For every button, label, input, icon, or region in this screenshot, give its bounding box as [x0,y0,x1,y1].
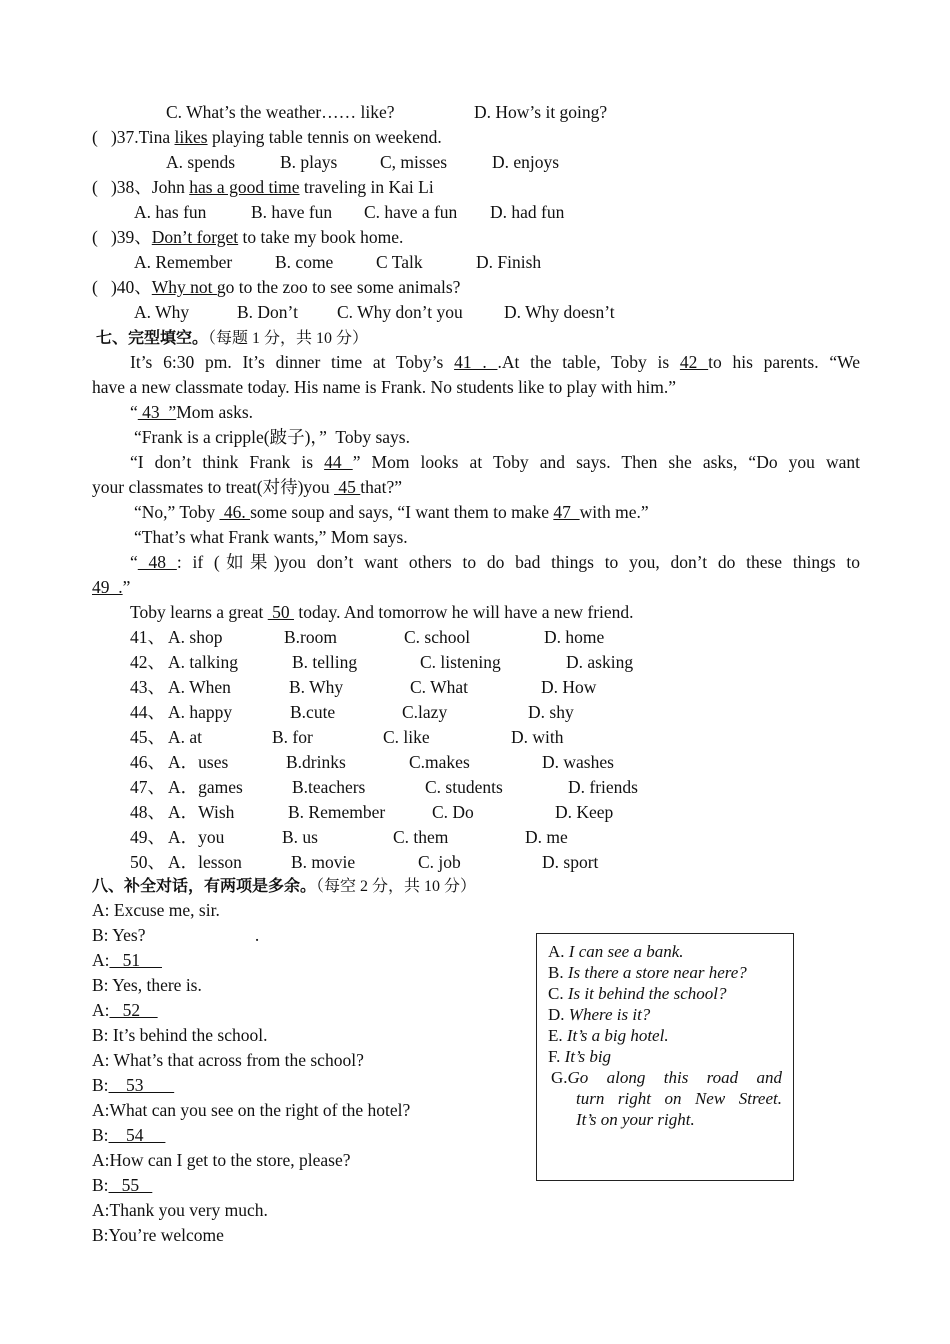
dialogue-line [92,999,158,1021]
option-c: C. students [425,777,503,797]
choice-key: F. [548,1047,565,1066]
blank-45: 45 [334,477,361,497]
question-text: go to the zoo to see some animals? [216,277,461,297]
q36-option-c: C. What’s the weather…… like? [166,102,395,122]
question-number: 37. [116,127,139,147]
speaker: B: [92,1125,109,1145]
question-37 [92,126,442,148]
passage-text: ” Mom looks at Toby and says. Then she asks, “Do you want [352,452,861,472]
blank-54: 54 [108,1125,166,1145]
choice-key: B. [548,963,568,982]
passage-text: It’s 6:30 pm. It’s dinner time at Toby’s [130,352,455,372]
choice-g-line2: turn right on New Street. [576,1089,782,1108]
option-b: B.cute [290,702,336,722]
option-a: A. When [168,677,231,697]
option-number: 42、 [130,652,165,672]
option-a: A. Remember [134,252,233,272]
option-a: A. Why [134,302,190,322]
option-d: D. with [511,727,564,747]
quote-mark: “ [130,552,138,572]
passage-text: some soup and says, “I want them to make [250,502,554,522]
passage-text: .At the table, Toby is [497,352,680,372]
choice-key: D. [548,1005,569,1024]
option-a: A．uses [168,752,229,772]
dialogue-line: A:What can you see on the right of the hotel? [92,1100,411,1120]
dialogue-line: A: Excuse me, sir. [92,900,220,920]
option-b: B.drinks [286,752,346,772]
passage-text: “I don’t think Frank is [130,452,325,472]
option-a: A．games [168,777,243,797]
option-a: A．lesson [168,852,242,872]
option-d: D. friends [568,777,638,797]
dialogue-line: B:You’re welcome [92,1225,224,1245]
option-c: C. Do [432,802,474,822]
passage-line: “That’s what Frank wants,” Mom says. [134,527,408,547]
option-c: C. like [383,727,430,747]
option-d: D. How [541,677,597,697]
passage-text: Toby learns a great [130,602,268,622]
option-d: D. Keep [555,802,614,822]
choice-text: Is it behind the school? [567,984,727,1003]
answer-paren: ( ) [92,227,117,247]
choice-d [548,1004,650,1025]
choice-text: Go along this road and [567,1068,782,1087]
option-c: C. job [418,852,461,872]
choice-text: It’s a big hotel. [566,1026,669,1045]
option-b: B. Remember [288,802,386,822]
option-b: B. us [282,827,318,847]
question-38 [92,176,434,198]
section-title: 八、补全对话，有两项是多余。 [92,876,317,895]
option-c: C Talk [376,252,423,272]
question-40 [92,276,460,298]
blank-53: 53 [108,1075,175,1095]
section-note: （每题 1 分，共 10 分） [208,330,369,347]
option-number: 49、 [130,827,165,847]
option-a: A. has fun [134,202,207,222]
option-b: B. have fun [251,202,333,222]
underlined-phrase: likes [174,127,208,147]
option-c: C. Why don’t you [337,302,463,322]
option-b: B. come [275,252,334,272]
option-number: 44、 [130,702,165,722]
choice-key: C. [548,984,568,1003]
blank-44: 44 [324,452,353,472]
choice-g-line3: It’s on your right. [576,1110,695,1129]
question-number: 39、 [116,227,152,247]
option-b: B.room [284,627,337,647]
blank-47: 47 [553,502,580,522]
q36-option-d: D. How’s it going? [474,102,608,122]
choice-f [548,1046,611,1067]
underlined-phrase: Don’t forget [151,227,239,247]
question-text: playing table tennis on weekend. [207,127,442,147]
dialogue-line: B: Yes, there is. [92,975,202,995]
passage-text: today. And tomorrow he will have a new friend. [294,602,634,622]
blank-48: 48 [137,552,177,572]
option-d: D. had fun [490,202,565,222]
dialogue-line: A: What’s that across from the school? [92,1050,364,1070]
speaker: B: [92,1175,109,1195]
blank-42: 42 [679,352,709,372]
dialogue-line [92,1124,165,1146]
option-c: C. have a fun [364,202,458,222]
passage-text: that?” [360,477,403,497]
option-c: C.makes [409,752,470,772]
option-a: A. happy [168,702,233,722]
option-d: D. Finish [476,252,542,272]
blank-55: 55 [108,1175,153,1195]
passage-line: have a new classmate today. His name is Frank. No students like to play with him.” [92,377,677,397]
section-8-heading [92,874,476,898]
choice-key: G. [551,1068,568,1087]
question-number: 40、 [116,277,152,297]
option-b: B. movie [291,852,356,872]
option-number: 48、 [130,802,165,822]
choice-a [548,941,684,962]
passage-line [134,501,649,523]
option-number: 46、 [130,752,165,772]
answer-paren: ( ) [92,177,117,197]
option-c: C. them [393,827,449,847]
speaker: A: [92,950,110,970]
question-text: to take my book home. [238,227,404,247]
section-note: （每空 2 分，共 10 分） [316,878,477,895]
passage-line [92,576,130,598]
option-d: D. me [525,827,568,847]
option-d: D. Why doesn’t [504,302,615,322]
answer-paren: ( ) [92,127,117,147]
question-39 [92,226,403,248]
dialogue-line [92,1074,174,1096]
option-b: B. Don’t [237,302,298,322]
option-number: 47、 [130,777,165,797]
dialogue-line: A:Thank you very much. [92,1200,268,1220]
blank-51: 51 [109,950,162,970]
option-b: B. Why [289,677,344,697]
option-number: 50、 [130,852,165,872]
answer-paren: ( ) [92,277,117,297]
choice-text: Where is it? [568,1005,651,1024]
underlined-phrase: Why not [151,277,217,297]
option-a: A. spends [166,152,236,172]
option-c: C. school [404,627,471,647]
section-7-heading [96,326,368,350]
option-b: B. for [272,727,313,747]
choice-text: Is there a store near here? [567,963,747,982]
dialogue-line: B: Yes? . [92,925,260,945]
option-d: D. enjoys [492,152,560,172]
speaker: B: [92,1075,109,1095]
option-number: 41、 [130,627,165,647]
option-b: B. plays [280,152,338,172]
choice-c [548,983,727,1004]
option-a: A. at [168,727,203,747]
passage-line [92,476,402,498]
option-number: 45、 [130,727,165,747]
choice-text: It’s big [564,1047,612,1066]
option-a: A. talking [168,652,238,672]
option-number: 43、 [130,677,165,697]
question-text: traveling in Kai Li [299,177,434,197]
passage-line [130,401,253,423]
passage-line [130,351,860,373]
passage-text: Mom asks. [176,402,253,422]
option-d: D. home [544,627,605,647]
passage-text: to his parents. “We [708,352,860,372]
dialogue-line [92,949,162,971]
option-b: B. telling [292,652,358,672]
blank-43: 43 ” [137,402,177,422]
choice-g [551,1067,782,1088]
question-text: John [151,177,190,197]
dialogue-line: A:How can I get to the store, please? [92,1150,351,1170]
option-c: C.lazy [402,702,448,722]
question-text: Tina [138,127,175,147]
speaker: A: [92,1000,110,1020]
blank-49: 49 . [92,577,123,597]
option-d: D. shy [528,702,574,722]
choice-e [548,1025,669,1046]
passage-line [130,601,634,623]
option-a: A．you [168,827,225,847]
option-b: B.teachers [292,777,366,797]
blank-46: 46. [219,502,251,522]
passage-text: “No,” Toby [134,502,220,522]
passage-line [130,551,860,573]
option-c: C. listening [420,652,501,672]
blank-50: 50 [267,602,294,622]
blank-41: 41 . [454,352,498,372]
question-number: 38、 [116,177,152,197]
option-d: D. washes [542,752,614,772]
quote-mark: ” [122,577,131,597]
choice-key: A. [548,942,569,961]
option-c: C, misses [380,152,448,172]
option-c: C. What [410,677,469,697]
option-a: A．Wish [168,802,235,822]
option-d: D. sport [542,852,599,872]
passage-text: your classmates to treat(对待)you [92,477,335,497]
passage-text: : if (如果)you don’t want others to do bad things to you, don’t do these things to [176,552,861,572]
dialogue-line: B: It’s behind the school. [92,1025,268,1045]
dialogue-line [92,1174,152,1196]
underlined-phrase: has a good time [189,177,300,197]
passage-text: with me.” [579,502,649,522]
option-a: A. shop [168,627,223,647]
choice-b [548,962,747,983]
section-title: 七、完型填空。 [96,328,209,347]
option-d: D. asking [566,652,634,672]
choice-text: I can see a bank. [568,942,684,961]
quote-mark: “ [130,402,138,422]
choice-key: E. [548,1026,567,1045]
passage-line [130,451,860,473]
passage-line: “Frank is a cripple(跛子)，” Toby says. [134,427,410,447]
blank-52: 52 [109,1000,158,1020]
